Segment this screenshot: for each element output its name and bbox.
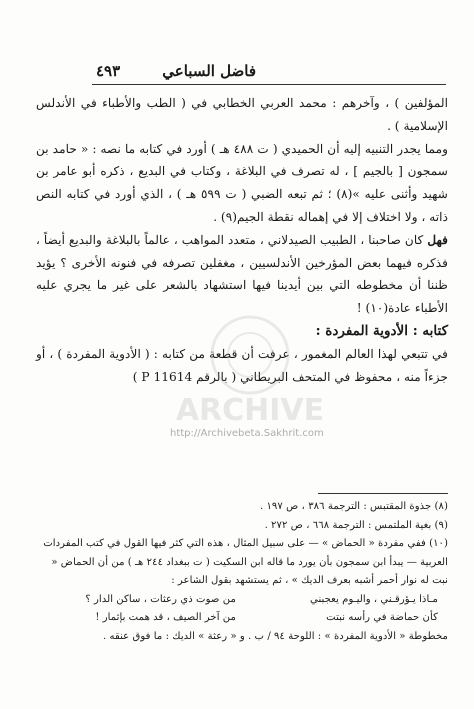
svg-text:ARCHIVE: ARCHIVE — [175, 393, 325, 428]
footnote-source: مخطوطة « الأدوية المفردة » : اللوحة ٩٤ / ب . و « رعثة » الديك : ما فوق عنقه . — [103, 630, 448, 642]
footnote-8: (٨) جذوة المقتبس : الترجمة ٣٨٦ ، ص ١٩٧ . — [259, 501, 448, 512]
verse-1-first-hemistich: مـاذا يـؤرقـني ، واليـوم يعجبني — [309, 593, 438, 605]
verse-1-second-hemistich: من صوت ذي رعثات ، ساكن الدار ؟ — [85, 593, 236, 605]
section-heading: كتابه : الأدوية المفردة : — [315, 322, 448, 339]
paragraph-3 — [36, 229, 448, 320]
paragraph-4: في تتبعي لهذا العالم المغمور ، عرفت أن قطعة من كتابه : ( الأدوية المفردة ) ، أو جزءاً منه ، محفوظ في المتحف البريطاني ( بالرقم 11614 P ) — [36, 346, 448, 384]
running-header — [92, 58, 446, 85]
running-title: فاضل السباعي — [162, 62, 256, 80]
watermark-url: http://Archivebeta.Sakhrit.com — [170, 428, 324, 439]
paragraph-2: ومما يجدر التنبيه إليه أن الحميدي ( ت ٤٨٨ هـ ) أورد في كتابه ما نصه : « حامد بن سمجون [ بالجيم ] ، له تصرف في البلاغة ، وكتاب في البديع ، ذكره أبو عامر بن شهيد وأثنى عليه »(٨) ؛ ثم تبعه الضبي ( ت ٥٩٩ هـ ) ، الذي أورد في كتابه النص ذاته ، ولا اختلاف إلا في إهماله نقطة الجيم(٩) . — [36, 141, 448, 224]
footnote-9: (٩) بغية الملتمس : الترجمة ٦٦٨ ، ص ٢٧٢ . — [264, 519, 448, 531]
main-text — [36, 92, 448, 388]
paragraph-3-lead: فهل — [427, 232, 448, 247]
poem-verses — [36, 591, 448, 628]
verse-2-second-hemistich: من آخر الصيف ، قد همت بإثمار ! — [95, 611, 236, 623]
verse-2-first-hemistich: كأن حماضة في رأسه نبتت — [326, 611, 438, 623]
paragraph-1: المؤلفين ) ، وآخرهم : محمد العربي الخطابي في ( الطب والأطباء في الأندلس الإسلامية ) . — [36, 96, 448, 133]
footnote-separator — [318, 493, 448, 494]
paragraph-3-text: كان صاحبنا ، الطبيب الصيدلاني ، متعدد المواهب ، عالماً بالبلاغة والبديع أيضاً ، فذكره فيهما بعض المؤرخين الأندلسيين ، مغفلين تصرفه في فنونه الأخرى ؟ يؤيد ظننا أن مخطوطه التي بين أيدينا فيها استشهاد بالشعر على غير ما يجري عليه الأطباء عادة(١٠) ! — [36, 232, 448, 316]
footnote-10: (١٠) ففي مفردة « الحماض » — على سبيل المثال ، هذه التي كثر فيها القول في كتب المفردات العربية — يبدأ ابن سمجون بأن يورد ما قاله ابن السكيت ( ت ببغداد ٢٤٤ هـ ) من أن الحماض « نبت له نوار أحمر أشبه بعرف الديك » ، ثم يستشهد بقول الشاعر : — [43, 538, 448, 586]
page-number: ٤٩٣ — [96, 62, 121, 80]
footnotes — [36, 498, 448, 646]
